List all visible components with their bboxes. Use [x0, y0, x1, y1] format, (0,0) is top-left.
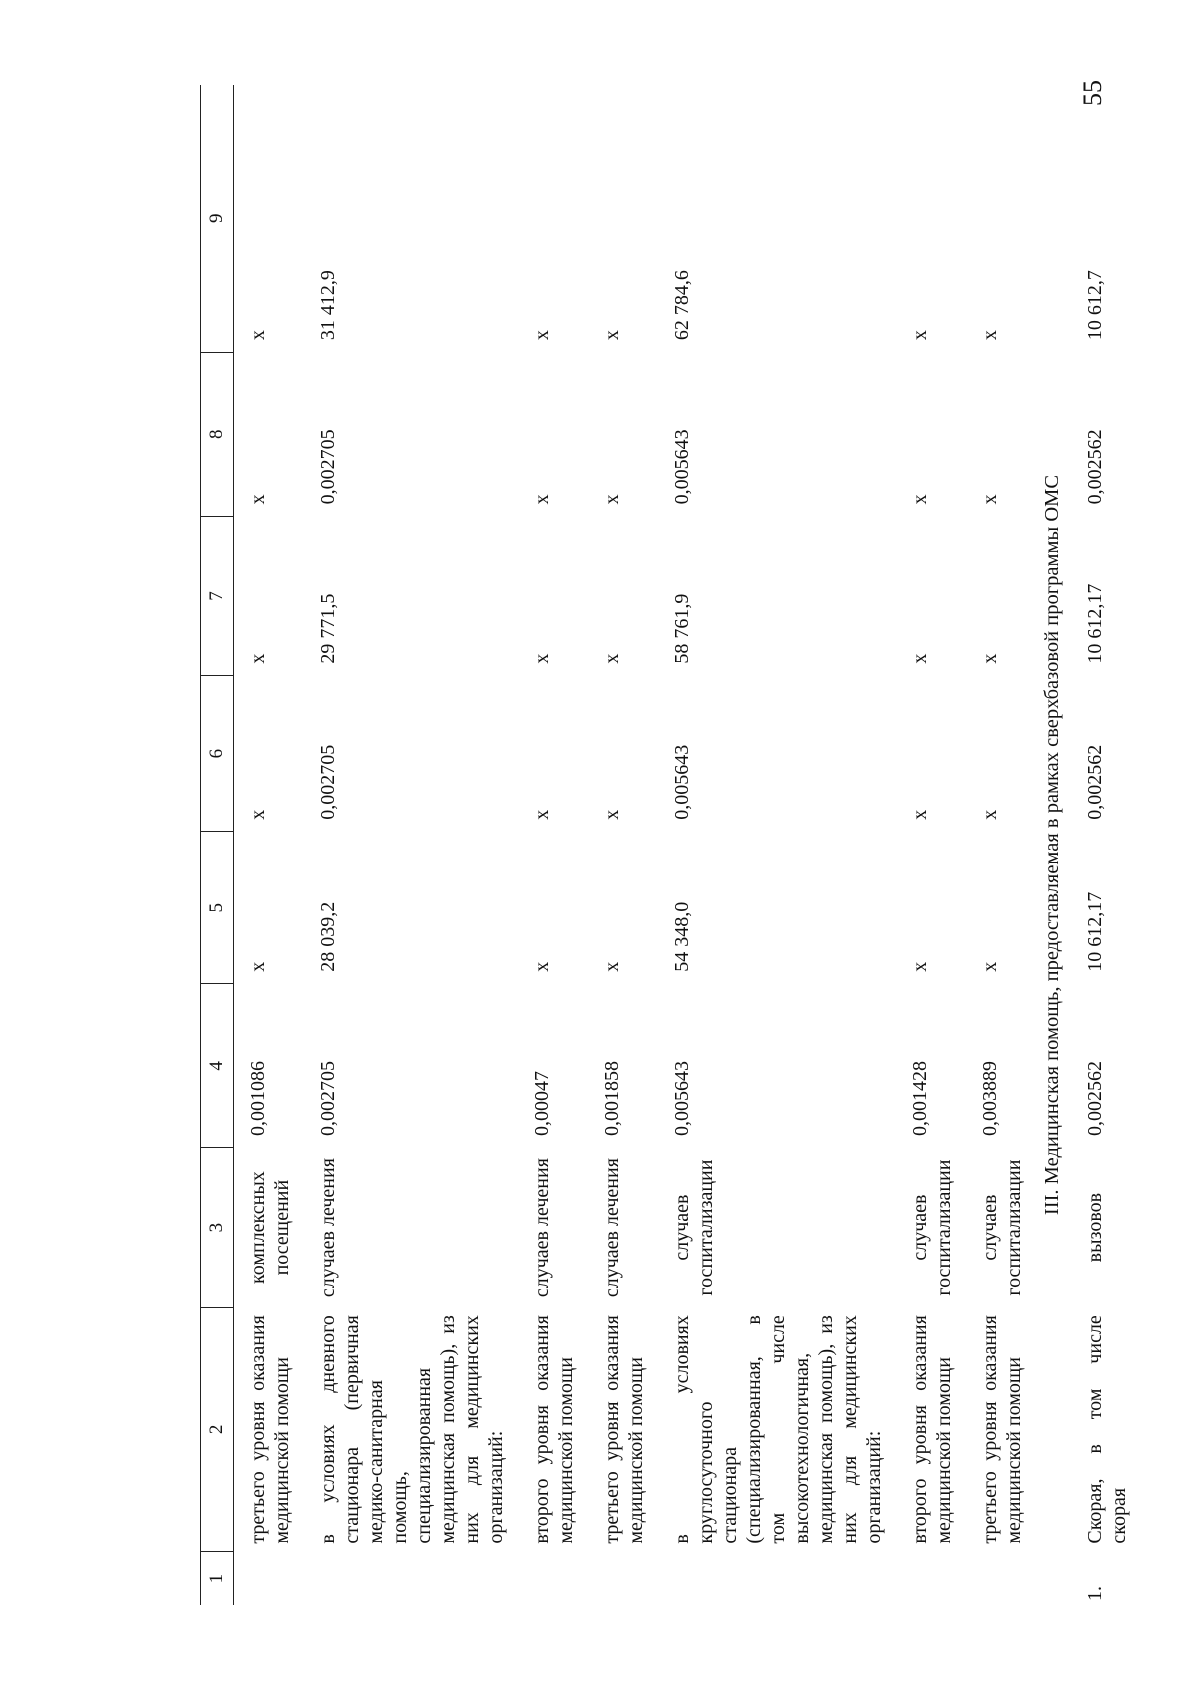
- table-cell-col-4: 0,002562: [1083, 1061, 1106, 1136]
- table-cell-col-4: 0,003889: [979, 1061, 1001, 1136]
- table-row: [896, 85, 966, 1605]
- data-table: [200, 85, 1141, 1605]
- table-cell-col-5: 28 039,2: [317, 901, 339, 972]
- table-cell-col-4: 0,002705: [317, 1061, 339, 1136]
- table-cell-col-8: x: [601, 494, 623, 505]
- table-cell-col-2: третьего уровня оказания медицинской помощи: [601, 1315, 647, 1544]
- header-cell: 3: [201, 1148, 234, 1307]
- table-cell-col-2: третьего уровня оказания медицинской помощи: [247, 1315, 293, 1544]
- table-row: [588, 85, 658, 1605]
- table-cell-col-2: в условиях круглосуточного стационара (специализированная, в том числе высокотехнологичная, медицинская помощь), из них для медицинских организаций:: [671, 1315, 885, 1544]
- table-cell-col-1: [304, 1552, 518, 1605]
- header-cell: 5: [201, 832, 234, 984]
- header-cell: 9: [201, 85, 234, 352]
- table-cell-col-9: 62 784,6: [671, 270, 693, 341]
- page-number: 55: [1078, 80, 1107, 106]
- table-row: [966, 85, 1036, 1605]
- table-cell-col-1: [966, 1552, 1036, 1605]
- table-cell-col-4: 0,001086: [247, 1061, 269, 1136]
- table-cell-col-5: x: [909, 961, 931, 972]
- table-cell-col-3: вызовов: [1083, 1192, 1106, 1263]
- table-cell-col-6: 0,005643: [671, 744, 693, 820]
- table-cell-col-3: случаев госпитализации: [909, 1159, 955, 1296]
- table-cell-col-7: 29 771,5: [317, 593, 339, 664]
- table-cell-col-3: случаев госпитализации: [979, 1159, 1025, 1296]
- table-cell-col-1: [658, 1552, 896, 1605]
- table-cell-col-6: x: [601, 809, 623, 820]
- table-cell-col-7: x: [979, 653, 1001, 664]
- table-cell-col-6: x: [531, 809, 553, 820]
- table-cell-col-7: 10 612,17: [1083, 583, 1106, 664]
- table-cell-col-8: 0,005643: [671, 429, 693, 505]
- table-cell-col-4: 0,001858: [601, 1061, 623, 1136]
- table-cell-col-8: 0,002562: [1083, 429, 1106, 505]
- section-row: [1036, 85, 1071, 1605]
- table-cell-col-1: [234, 1552, 305, 1605]
- table-cell-col-5: 54 348,0: [671, 901, 693, 972]
- table-cell-col-6: 0,002562: [1083, 744, 1106, 820]
- table-cell-col-3: случаев лечения: [601, 1158, 623, 1298]
- header-cell: 7: [201, 516, 234, 675]
- table-cell-col-6: x: [247, 809, 269, 820]
- table-cell-col-6: 0,002705: [317, 744, 339, 820]
- table-cell-col-5: x: [531, 961, 553, 972]
- table-cell-col-9: 10 612,7: [1083, 270, 1106, 341]
- table-cell-col-9: x: [909, 330, 931, 341]
- header-cell: 8: [201, 352, 234, 516]
- table-row: [304, 85, 518, 1605]
- table-cell-col-5: x: [601, 961, 623, 972]
- rotated-table-frame: [200, 85, 1160, 1605]
- header-cell: 4: [201, 984, 234, 1148]
- table-cell-col-3: комплексных посещений: [247, 1171, 293, 1284]
- table-cell-col-9: 31 412,9: [317, 270, 339, 341]
- table-cell-col-4: 0,001428: [909, 1061, 931, 1136]
- table-cell-col-3: случаев госпитализации: [671, 1159, 717, 1296]
- table-cell-col-9: x: [601, 330, 623, 341]
- table-cell-col-9: x: [247, 330, 269, 341]
- table-cell-col-8: x: [979, 494, 1001, 505]
- header-cell: 6: [201, 676, 234, 832]
- table-cell-col-1: [588, 1552, 658, 1605]
- table-cell-col-2: второго уровня оказания медицинской помощи: [909, 1315, 955, 1544]
- table-cell-col-2: в условиях дневного стационара (первичная медико-санитарная помощь, специализированная медицинская помощь), из них для медицинских организаций:: [317, 1315, 507, 1544]
- table-cell-col-3: случаев лечения: [317, 1158, 339, 1298]
- table-row: [518, 85, 588, 1605]
- table-cell-col-2: третьего уровня оказания медицинской помощи: [979, 1315, 1025, 1544]
- table-cell-col-9: x: [531, 330, 553, 341]
- table-cell-col-5: x: [247, 961, 269, 972]
- table-cell-col-8: 0,002705: [317, 429, 339, 505]
- table-cell-col-3: случаев лечения: [531, 1158, 553, 1298]
- table-cell-col-7: x: [909, 653, 931, 664]
- table-cell-col-1: [518, 1552, 588, 1605]
- table-cell-col-6: x: [979, 809, 1001, 820]
- header-cell: 1: [201, 1552, 234, 1605]
- table-cell-col-2: второго уровня оказания медицинской помощи: [531, 1315, 577, 1544]
- table-cell-col-1: 1.: [1083, 1586, 1106, 1601]
- table-cell-col-8: x: [909, 494, 931, 505]
- section-title: III. Медицинская помощь, предоставляемая в рамках сверхбазовой программы ОМС: [1041, 474, 1063, 1216]
- table-row: [234, 85, 305, 1605]
- table-cell-col-7: x: [531, 653, 553, 664]
- header-cell: 2: [201, 1307, 234, 1551]
- table-cell-col-6: x: [909, 809, 931, 820]
- table-cell-col-4: 0,00047: [531, 1071, 553, 1136]
- table-cell-col-5: 10 612,17: [1083, 891, 1106, 972]
- table-cell-col-5: x: [979, 961, 1001, 972]
- table-cell-col-7: x: [601, 653, 623, 664]
- table-cell-col-9: x: [979, 330, 1001, 341]
- table-cell-col-8: x: [531, 494, 553, 505]
- table-row: [1071, 85, 1141, 1605]
- table-cell-col-1: [896, 1552, 966, 1605]
- table-cell-col-2: Скорая, в том числе скорая: [1083, 1315, 1130, 1544]
- header-row: [201, 85, 234, 1605]
- table-cell-col-8: x: [247, 494, 269, 505]
- table-cell-col-7: x: [247, 653, 269, 664]
- table-cell-col-4: 0,005643: [671, 1061, 693, 1136]
- table-row: [658, 85, 896, 1605]
- table-cell-col-7: 58 761,9: [671, 593, 693, 664]
